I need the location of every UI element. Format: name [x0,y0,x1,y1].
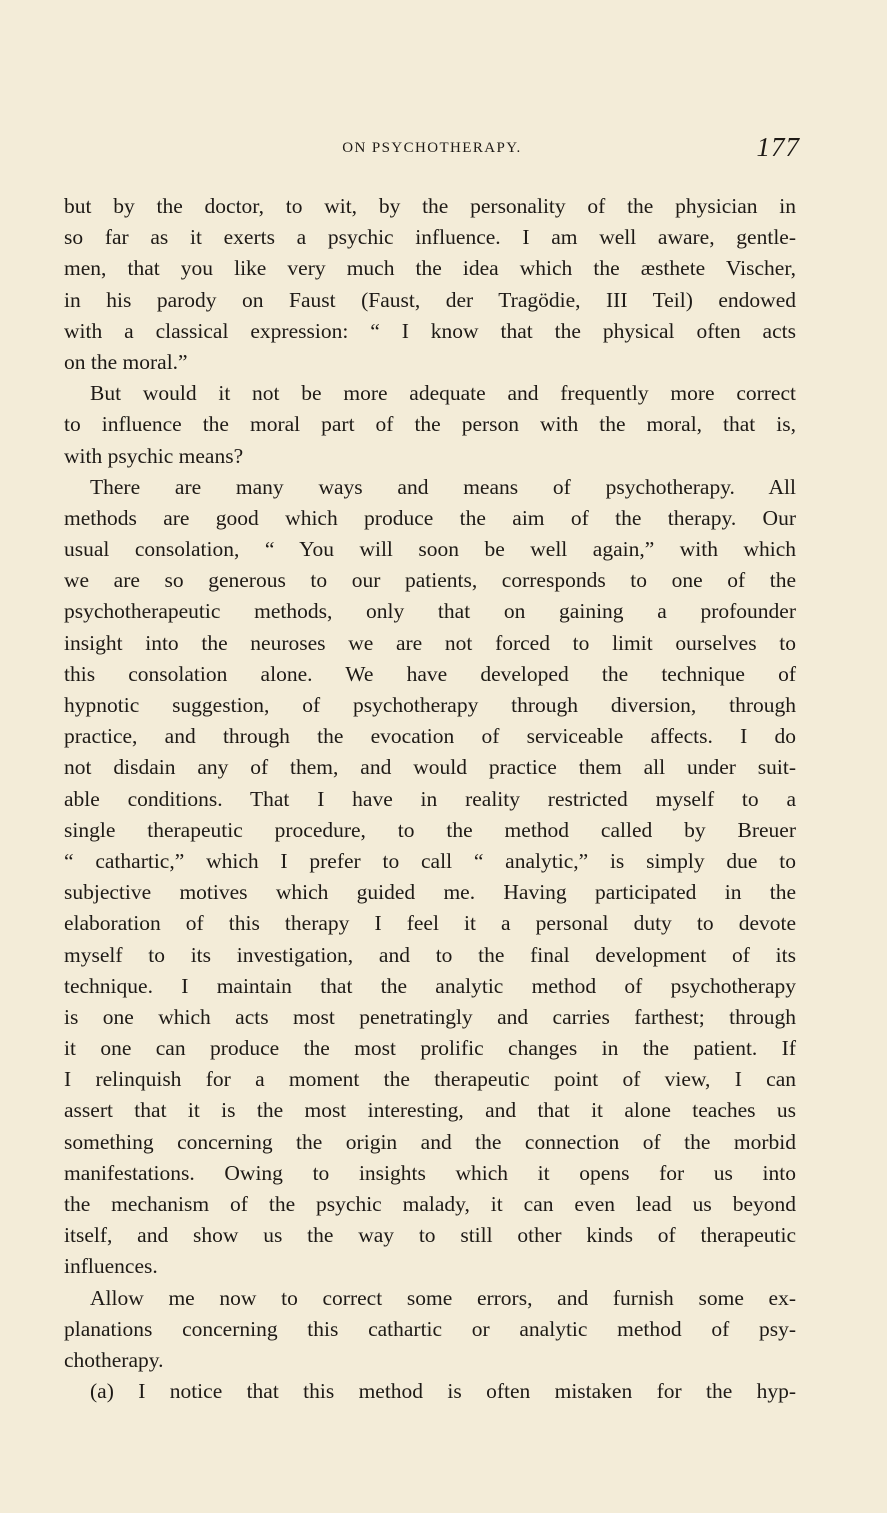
text-line: with psychic means? [64,443,244,468]
text-line: we are so generous to our patients, corresponds to one of the [64,568,796,593]
text-line: influences. [64,1254,158,1279]
text-line: hypnotic suggestion, of psychotherapy through diversion, through [64,693,796,717]
text-line: men, that you like very much the idea which the æsthete Vischer, [64,256,796,281]
text-line: it one can produce the most prolific changes in the patient. If [64,1036,796,1061]
text-line: single therapeutic procedure, to the method called by Breuer [64,817,796,842]
text-line: technique. I maintain that the analytic method of psychotherapy [64,973,796,998]
text-line: in his parody on Faust (Faust, der Tragödie, III Teil) endowed [64,287,796,312]
running-title: ON PSYCHOTHERAPY. [342,140,522,156]
text-line: I relinquish for a moment the therapeutic point of view, I can [64,1067,796,1092]
text-line: There are many ways and means of psychotherapy. All [90,474,796,499]
text-line: the mechanism of the psychic malady, it can even lead us beyond [64,1192,796,1216]
text-line: But would it not be more adequate and frequently more correct [90,381,796,406]
text-line: practice, and through the evocation of serviceable affects. I do [64,724,796,749]
text-line: elaboration of this therapy I feel it a personal duty to devote [64,911,796,936]
running-head [64,134,800,168]
text-line: planations concerning this cathartic or analytic method of psy- [64,1316,796,1341]
text-line: usual consolation, “ You will soon be well again,” with which [64,537,796,562]
text-line: myself to its investigation, and to the final development of its [64,942,796,967]
text-line: “ cathartic,” which I prefer to call “ analytic,” is simply due to [64,848,796,873]
text-line: itself, and show us the way to still other kinds of therapeutic [64,1223,796,1248]
text-line: is one which acts most penetratingly and carries farthest; through [64,1004,796,1029]
text-line: chotherapy. [64,1347,164,1372]
text-line: not disdain any of them, and would practice them all under suit- [64,755,796,780]
text-line: subjective motives which guided me. Having participated in the [64,880,796,905]
text-line: (a) I notice that this method is often mistaken for the hyp- [90,1379,796,1404]
text-line: able conditions. That I have in reality restricted myself to a [64,786,796,811]
text-line: assert that it is the most interesting, and that it alone teaches us [64,1098,796,1123]
text-line: manifestations. Owing to insights which it opens for us into [64,1160,796,1185]
text-line: to influence the moral part of the person with the moral, that is, [64,412,796,437]
text-line: this consolation alone. We have developed the technique of [64,661,796,686]
text-line: something concerning the origin and the connection of the morbid [64,1129,796,1154]
text-line: but by the doctor, to wit, by the personality of the physician in [64,194,796,218]
text-line: Allow me now to correct some errors, and furnish some ex- [90,1285,796,1310]
text-line: psychotherapeutic methods, only that on gaining a profounder [64,599,796,624]
text-line: with a classical expression: “ I know that the physical often acts [64,318,796,343]
page-number: 177 [756,132,800,162]
text-line: insight into the neuroses we are not forced to limit ourselves to [64,630,796,655]
text-line: methods are good which produce the aim of the therapy. Our [64,505,796,530]
text-line: on the moral.” [64,349,188,374]
text-line: so far as it exerts a psychic influence. I am well aware, gentle- [64,225,796,250]
body-text [64,191,796,1407]
